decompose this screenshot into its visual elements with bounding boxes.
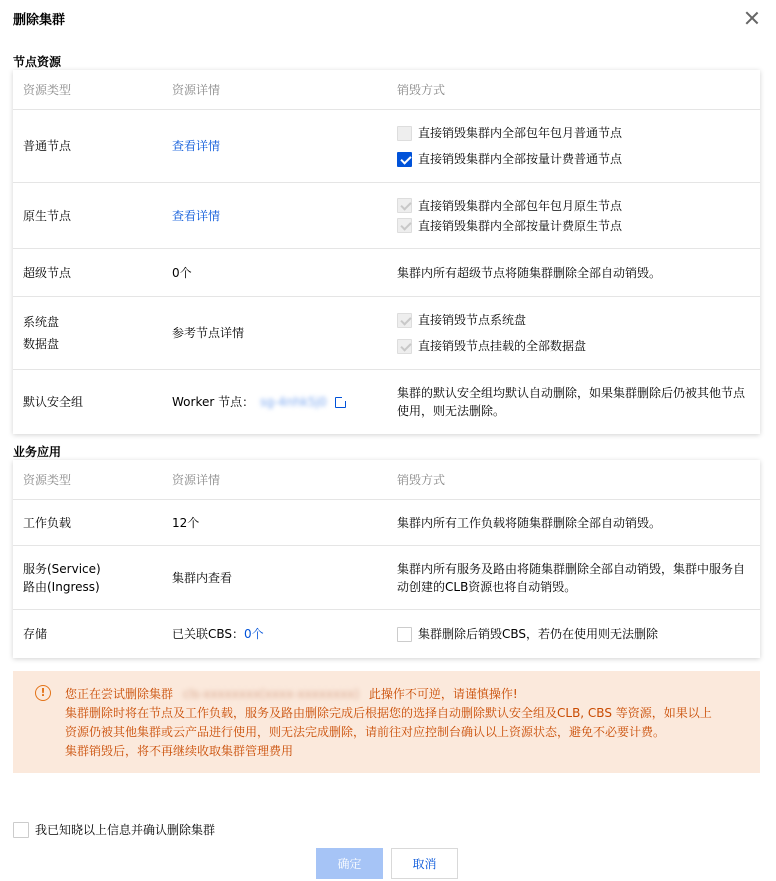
row-method: 集群内所有服务及路由将随集群删除全部自动销毁，集群中服务自动创建的CLB资源也将自动销毁。	[397, 561, 746, 594]
header-method: 销毁方式	[397, 82, 446, 97]
row-type: 默认安全组	[23, 395, 84, 409]
cbs-label: 已关联CBS：	[172, 627, 245, 641]
header-type: 资源类型	[23, 472, 72, 487]
table-header	[13, 460, 760, 500]
data-disk-option: 直接销毁节点挂载的全部数据盘	[397, 336, 748, 356]
close-icon[interactable]	[742, 8, 762, 28]
cluster-name: cls-xxxxxxxx(xxxx-xxxxxxxx)	[182, 687, 360, 701]
row-type-system-disk: 系统盘	[23, 315, 60, 329]
dialog-title: 删除集群	[13, 13, 66, 28]
system-disk-option: 直接销毁节点系统盘	[397, 310, 748, 330]
cbs-count-link[interactable]: 0个	[244, 627, 264, 641]
table-row	[13, 110, 760, 183]
checkbox	[397, 198, 412, 213]
view-detail-link[interactable]: 查看详情	[172, 208, 221, 223]
table-row	[13, 610, 760, 658]
security-group-id[interactable]: sg-4nhk5j0	[260, 395, 327, 409]
warning-suffix: 此操作不可逆，请谨慎操作!	[368, 687, 518, 701]
row-detail: 0个	[172, 265, 192, 280]
cancel-button[interactable]: 取消	[391, 848, 458, 879]
table-row	[13, 500, 760, 546]
warning-prefix: 您正在尝试删除集群	[65, 687, 174, 701]
row-type: 存储	[23, 627, 48, 641]
view-detail-link[interactable]: 查看详情	[172, 139, 221, 153]
external-link-icon[interactable]	[335, 397, 346, 408]
normal-prepaid-option: 直接销毁集群内全部包年包月普通节点	[397, 123, 748, 143]
row-type: 工作负载	[23, 515, 72, 530]
table-row	[13, 183, 760, 249]
warning-icon: !	[35, 685, 51, 701]
normal-postpaid-option[interactable]: 直接销毁集群内全部按量计费普通节点	[397, 149, 748, 169]
row-type: 超级节点	[23, 265, 72, 280]
warning-line: 资源仍被其他集群或云产品进行使用，则无法完成删除，请前往对应控制台确认以上资源状态，避免不必要计费。	[65, 725, 666, 739]
app-resource-table	[13, 460, 760, 658]
row-detail: 参考节点详情	[172, 326, 245, 340]
checkbox[interactable]	[397, 627, 412, 642]
checkbox[interactable]	[397, 152, 412, 167]
header-method: 销毁方式	[397, 472, 446, 487]
native-prepaid-option: 直接销毁集群内全部包年包月原生节点	[397, 196, 748, 216]
table-row	[13, 546, 760, 610]
destroy-cbs-option[interactable]: 集群删除后销毁CBS，若仍在使用则无法删除	[397, 624, 748, 644]
checkbox	[397, 218, 412, 233]
row-method: 集群内所有工作负载将随集群删除全部自动销毁。	[397, 515, 662, 530]
header-detail: 资源详情	[172, 472, 221, 487]
confirm-label: 我已知晓以上信息并确认删除集群	[35, 823, 216, 837]
row-type-ingress: 路由(Ingress)	[23, 579, 100, 594]
row-type: 原生节点	[23, 208, 72, 223]
table-row	[13, 370, 760, 434]
native-postpaid-option: 直接销毁集群内全部按量计费原生节点	[397, 216, 748, 236]
confirm-checkbox[interactable]	[13, 822, 29, 838]
row-method: 集群的默认安全组均默认自动删除，如果集群删除后仍被其他节点使用，则无法删除。	[397, 386, 746, 418]
row-type-service: 服务(Service)	[23, 561, 101, 576]
node-section-title: 节点资源	[13, 55, 62, 69]
table-row	[13, 249, 760, 297]
confirm-checkbox-row[interactable]	[13, 821, 215, 838]
warning-line: 集群销毁后，将不再继续收取集群管理费用	[65, 744, 294, 758]
warning-line: 集群删除时将在节点及工作负载，服务及路由删除完成后根据您的选择自动删除默认安全组及CLB, CBS 等资源，如果以上	[65, 706, 712, 720]
table-header	[13, 70, 760, 110]
warning-banner	[13, 671, 760, 773]
checkbox	[397, 313, 412, 328]
header-type: 资源类型	[23, 82, 72, 97]
header-detail: 资源详情	[172, 82, 221, 97]
worker-node-label: Worker 节点：	[172, 395, 255, 409]
table-row	[13, 297, 760, 370]
row-detail: 12个	[172, 515, 200, 530]
row-type-data-disk: 数据盘	[23, 337, 60, 351]
ok-button[interactable]: 确定	[316, 848, 383, 879]
node-resource-table	[13, 70, 760, 434]
checkbox	[397, 339, 412, 354]
row-detail: 集群内查看	[172, 570, 233, 585]
row-type: 普通节点	[23, 139, 72, 153]
row-method: 集群内所有超级节点将随集群删除全部自动销毁。	[397, 265, 662, 280]
app-section-title: 业务应用	[13, 445, 62, 459]
checkbox	[397, 126, 412, 141]
